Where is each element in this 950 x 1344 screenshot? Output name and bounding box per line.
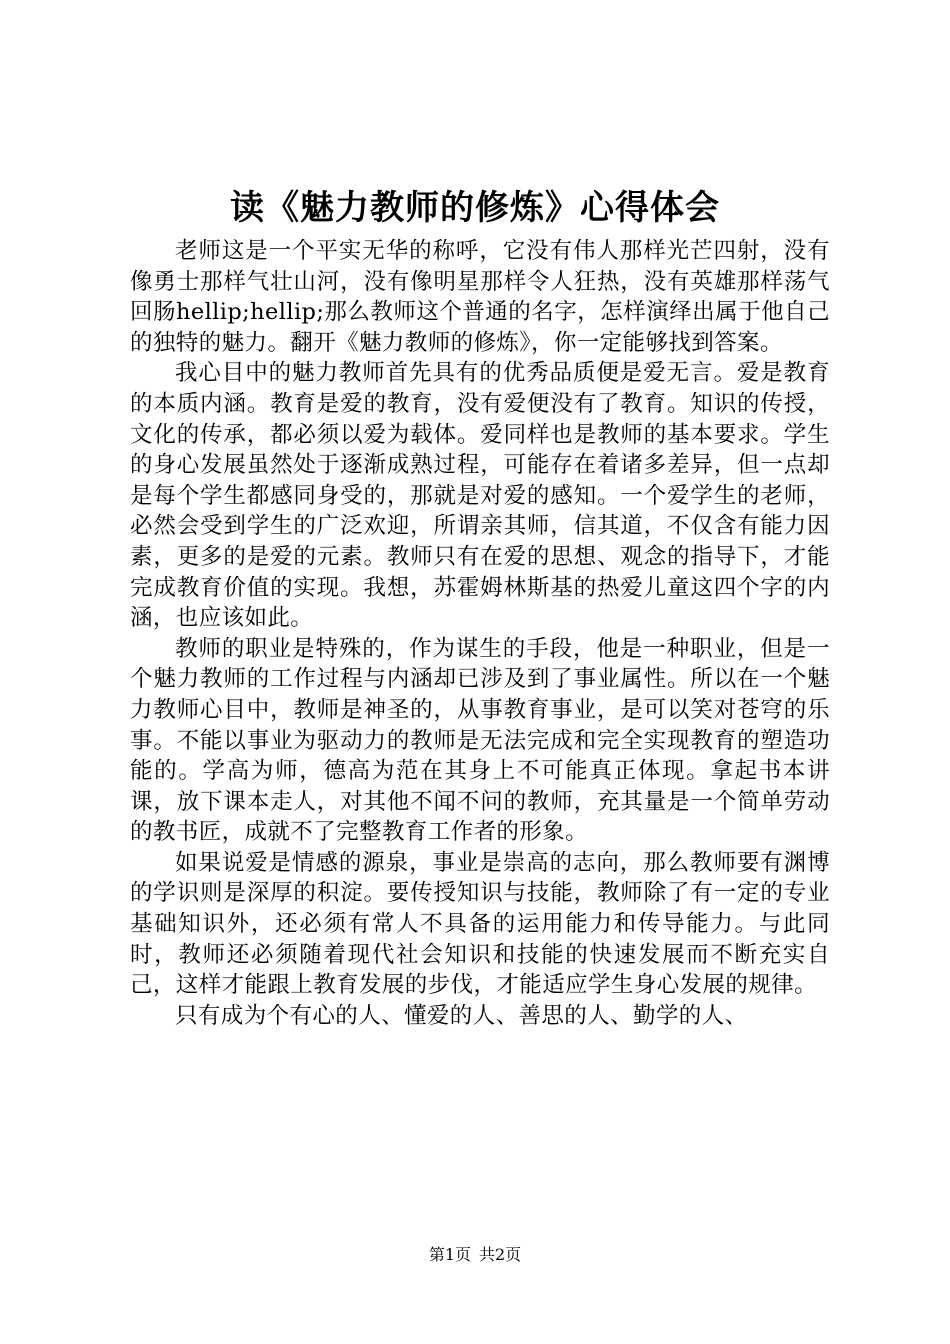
document-body <box>130 236 830 1031</box>
page-footer <box>0 1244 950 1266</box>
paragraph: 我心目中的魅力教师首先具有的优秀品质便是爱无言。爱是教育的本质内涵。教育是爱的教育，没有爱便没有了教育。知识的传授，文化的传承，都必须以爱为载体。爱同样也是教师的基本要求。学生的身心发展虽然处于逐渐成熟过程，可能存在着诸多差异，但一点却是每个学生都感同身受的，那就是对爱的感知。一个爱学生的老师，必然会受到学生的广泛欢迎，所谓亲其师，信其道，不仅含有能力因素，更多的是爱的元素。教师只有在爱的思想、观念的指导下，才能完成教育价值的实现。我想，苏霍姆林斯基的热爱儿童这四个字的内涵，也应该如此。 <box>130 360 830 632</box>
paragraph: 老师这是一个平实无华的称呼，它没有伟人那样光芒四射，没有像勇士那样气壮山河，没有像明星那样令人狂热，没有英雄那样荡气回肠hellip;hellip;那么教师这个普通的名字，怎样演绎出属于他自己的独特的魅力。翻开《魅力教师的修炼》，你一定能够找到答案。 <box>130 238 830 356</box>
page-number: 第1页 <box>428 1245 471 1264</box>
page-total: 共2页 <box>479 1245 522 1264</box>
document-title: 读《魅力教师的修炼》心得体会 <box>230 188 720 228</box>
paragraph: 如果说爱是情感的源泉，事业是崇高的志向，那么教师要有渊博的学识则是深厚的积淀。要传授知识与技能，教师除了有一定的专业基础知识外，还必须有常人不具备的运用能力和传导能力。与此同时，教师还必须随着现代社会知识和技能的快速发展而不断充实自己，这样才能跟上教育发展的步伐，才能适应学生身心发展的规律。 <box>130 849 830 999</box>
paragraph: 教师的职业是特殊的，作为谋生的手段，他是一种职业，但是一个魅力教师的工作过程与内涵却已涉及到了事业属性。所以在一个魅力教师心目中，教师是神圣的，从事教育事业，是可以笑对苍穹的乐事。不能以事业为驱动力的教师是无法完成和完全实现教育的塑造功能的。学高为师，德高为范在其身上不可能真正体现。拿起书本讲课，放下课本走人，对其他不闻不问的教师，充其量是一个简单劳动的教书匠，成就不了完整教育工作者的形象。 <box>130 635 830 846</box>
paragraph: 只有成为个有心的人、懂爱的人、善思的人、勤学的人、 <box>175 1002 748 1029</box>
